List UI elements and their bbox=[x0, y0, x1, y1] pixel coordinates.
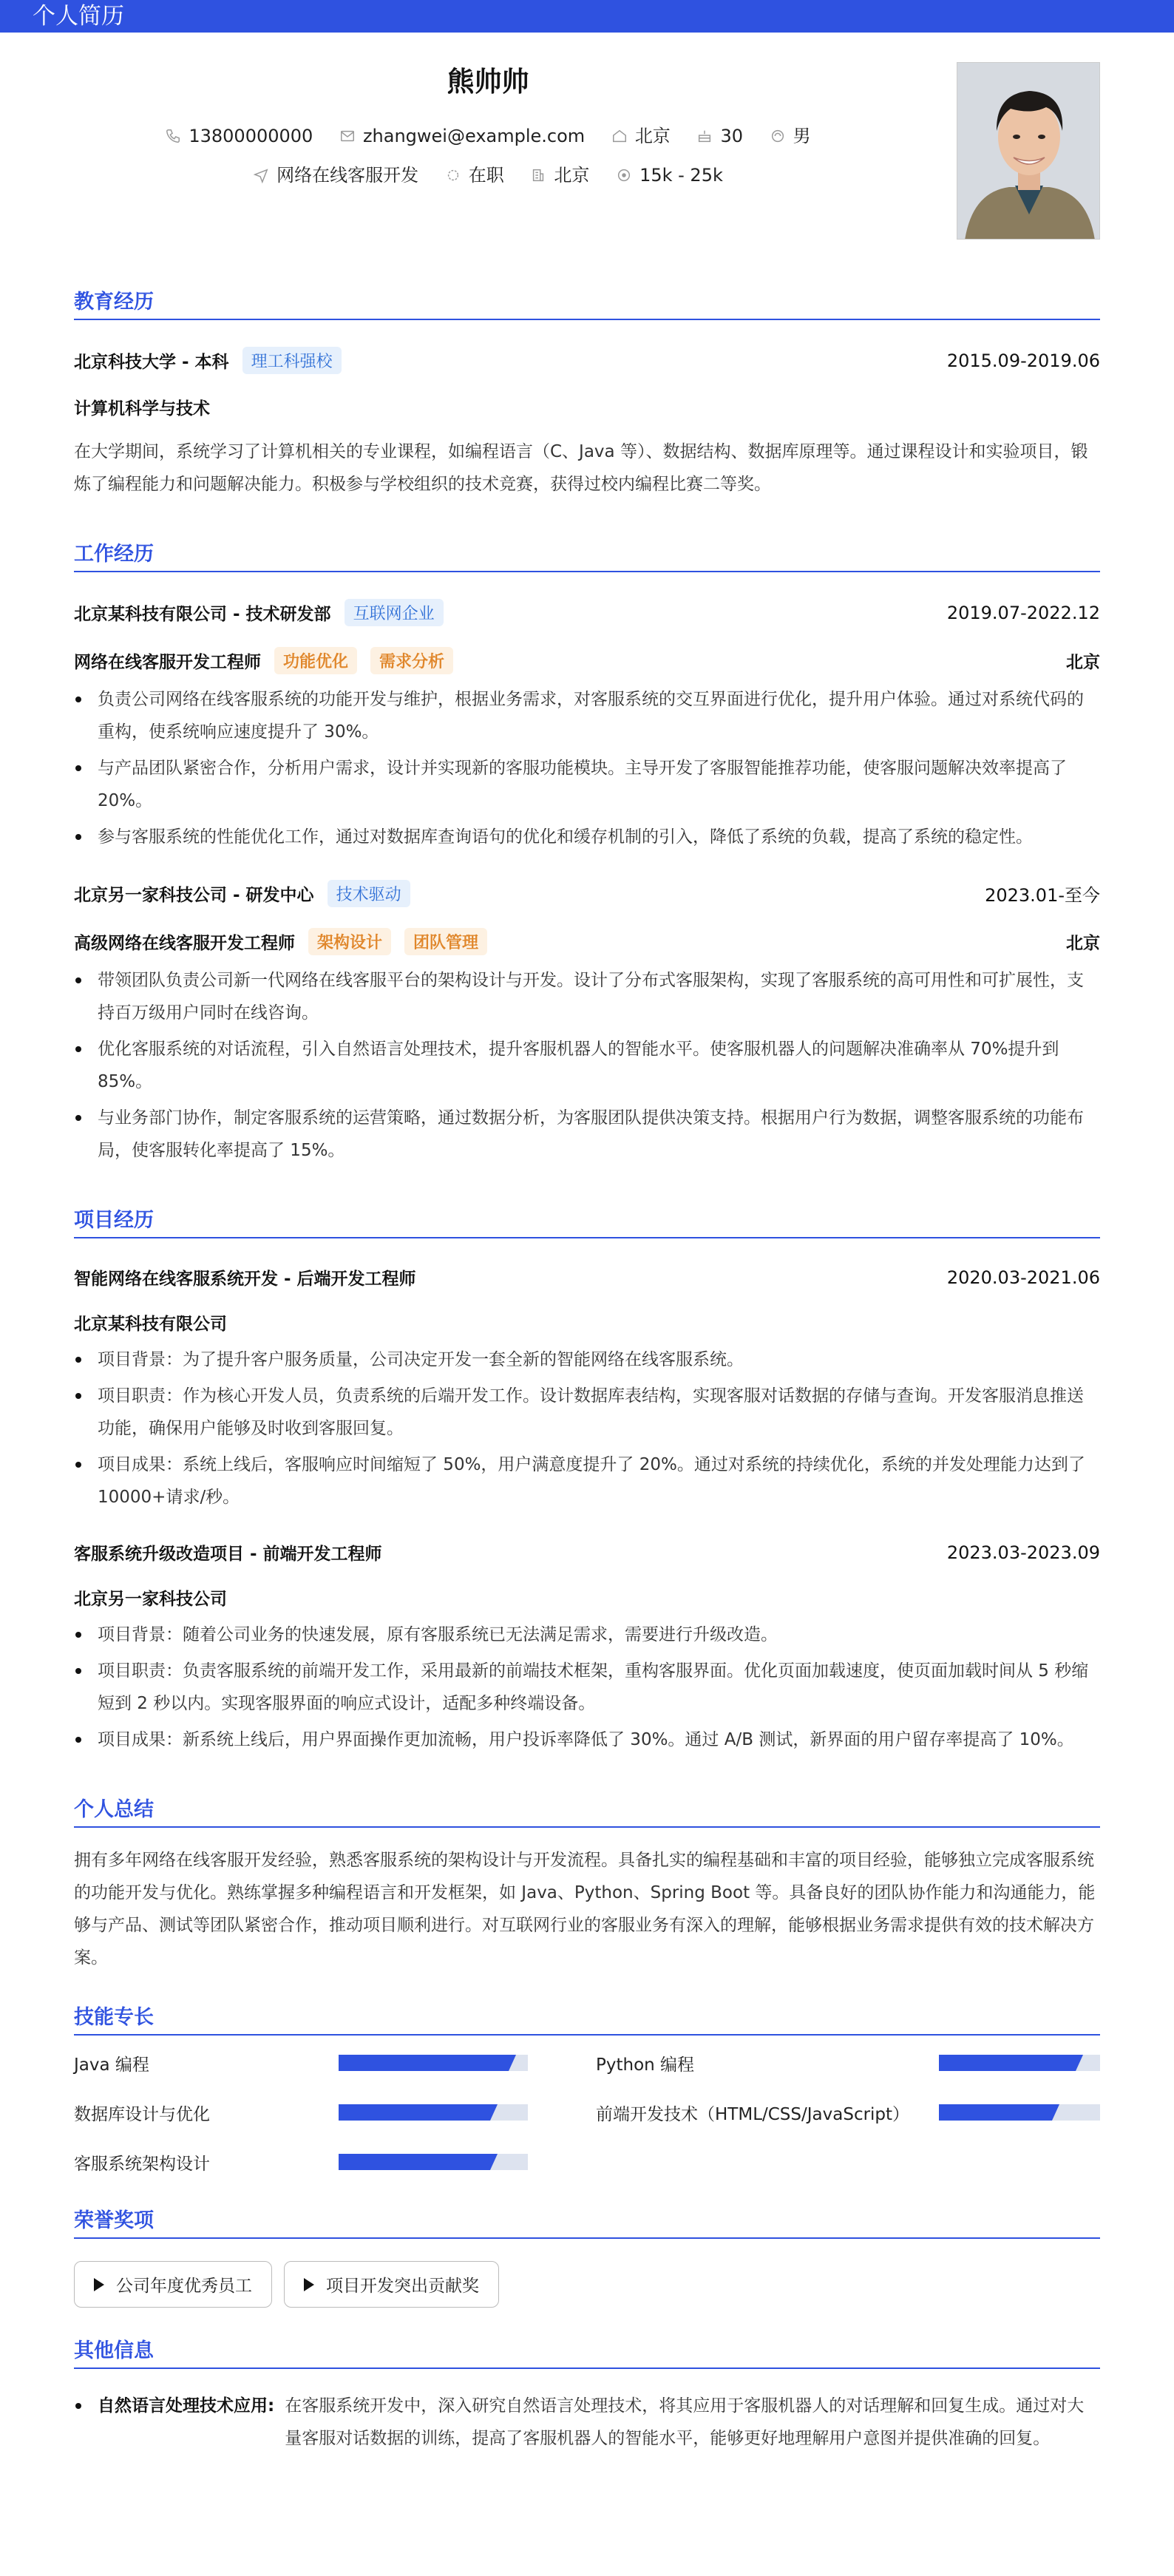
skill-name: 客服系统架构设计 bbox=[74, 2154, 210, 2174]
mail-icon bbox=[339, 128, 356, 144]
education-header-row bbox=[74, 347, 1100, 374]
project-entry bbox=[74, 1265, 1100, 1514]
salary-value: 15k - 25k bbox=[639, 165, 723, 186]
project-date: 2023.03-2023.09 bbox=[946, 1542, 1100, 1563]
skill-item bbox=[596, 2103, 1100, 2122]
list-item: 参与客服系统的性能优化工作，通过对数据库查询语句的优化和缓存机制的引入，降低了系统的负载，提高了系统的稳定性。 bbox=[74, 821, 1100, 853]
age-value: 30 bbox=[720, 126, 743, 146]
skill-bar bbox=[939, 2104, 1100, 2121]
home-icon bbox=[611, 128, 628, 144]
list-item: 项目成果：系统上线后，客服响应时间缩短了 50%，用户满意度提升了 20%。通过对系统的持续优化，系统的并发处理能力达到了 10000+请求/秒。 bbox=[74, 1448, 1100, 1514]
job-target-value: 网络在线客服开发 bbox=[276, 165, 419, 186]
bullet-icon bbox=[74, 2390, 98, 2455]
position-tag: 架构设计 bbox=[308, 928, 391, 955]
award-chip bbox=[74, 2261, 272, 2308]
cake-icon bbox=[696, 128, 713, 144]
skill-bar-fill bbox=[339, 2154, 490, 2170]
education-description: 在大学期间，系统学习了计算机相关的专业课程，如编程语言（C、Java 等）、数据结构、数据库原理等。通过课程设计和实验项目，锻炼了编程能力和问题解决能力。积极参与学校组织的技术竞赛，获得过校内编程比赛二等奖。 bbox=[74, 442, 1088, 494]
company-name: 北京另一家科技公司 - 研发中心 bbox=[74, 886, 314, 905]
skill-bar bbox=[339, 2104, 528, 2121]
job-intent-row bbox=[74, 160, 902, 186]
skill-item bbox=[74, 2053, 596, 2075]
project-company: 北京某科技有限公司 bbox=[74, 1315, 227, 1334]
award-label: 项目开发突出贡献奖 bbox=[326, 2277, 479, 2296]
work-date: 2023.01-至今 bbox=[985, 885, 1100, 906]
other-info-text: 在客服系统开发中，深入研究自然语言处理技术，将其应用于客服机器人的对话理解和回复生成。通过对大量客服对话数据的训练，提高了客服机器人的智能水平，能够更好地理解用户意图并提供准确的回复。 bbox=[285, 2396, 1085, 2448]
section-title-skills: 技能专长 bbox=[74, 2001, 1100, 2036]
project-company-row bbox=[74, 1585, 1100, 1610]
send-icon bbox=[253, 167, 269, 183]
project-company-row bbox=[74, 1310, 1100, 1335]
resume-header-bar bbox=[0, 0, 1174, 33]
list-item: 与业务部门协作，制定客服系统的运营策略，通过数据分析，为客服团队提供决策支持。根据用户行为数据，调整客服系统的功能布局，使客服转化率提高了 15%。 bbox=[74, 1102, 1100, 1167]
target-city-item bbox=[530, 160, 589, 186]
play-icon bbox=[304, 2278, 314, 2291]
position-tag: 功能优化 bbox=[274, 647, 357, 674]
work-date: 2019.07-2022.12 bbox=[946, 602, 1100, 623]
list-item: 优化客服系统的对话流程，引入自然语言处理技术，提升客服机器人的智能水平。使客服机器人的问题解决准确率从 70%提升到 85%。 bbox=[74, 1033, 1100, 1098]
education-date: 2015.09-2019.06 bbox=[946, 350, 1100, 371]
skill-name: 前端开发技术（HTML/CSS/JavaScript） bbox=[596, 2104, 910, 2124]
status-item bbox=[445, 160, 504, 186]
work-bullets bbox=[74, 964, 1100, 1167]
profile-header bbox=[74, 33, 1100, 254]
target-city-value: 北京 bbox=[554, 165, 590, 186]
position-title: 高级网络在线客服开发工程师 bbox=[74, 934, 295, 953]
list-item: 项目背景：为了提升客户服务质量，公司决定开发一套全新的智能网络在线客服系统。 bbox=[74, 1343, 1100, 1376]
gender-icon bbox=[770, 128, 786, 144]
skill-item bbox=[74, 2103, 596, 2122]
list-item: 与产品团队紧密合作，分析用户需求，设计并实现新的客服功能模块。主导开发了客服智能推荐功能，使客服问题解决效率提高了 20%。 bbox=[74, 752, 1100, 817]
skill-bar-fill bbox=[339, 2104, 490, 2121]
email-value: zhangwei@example.com bbox=[362, 126, 586, 146]
skill-item bbox=[74, 2152, 596, 2172]
section-title-summary: 个人总结 bbox=[74, 1793, 1100, 1828]
skill-bar bbox=[339, 2154, 528, 2170]
list-item: 带领团队负责公司新一代网络在线客服平台的架构设计与开发。设计了分布式客服架构，实现了客服系统的高可用性和可扩展性，支持百万级用户同时在线咨询。 bbox=[74, 964, 1100, 1029]
position-title: 网络在线客服开发工程师 bbox=[74, 653, 261, 672]
skill-bar-fill bbox=[939, 2104, 1052, 2121]
job-target-item bbox=[253, 160, 418, 186]
phone-item bbox=[165, 126, 313, 146]
resume-title: 个人简历 bbox=[33, 3, 124, 30]
gender-item bbox=[770, 121, 811, 147]
salary-icon bbox=[616, 167, 632, 183]
location-item bbox=[611, 121, 671, 147]
work-entry bbox=[74, 599, 1100, 853]
skill-bar bbox=[339, 2055, 528, 2071]
award-label: 公司年度优秀员工 bbox=[116, 2277, 252, 2296]
gender-value: 男 bbox=[793, 126, 811, 146]
age-item bbox=[696, 126, 743, 146]
skill-bar bbox=[939, 2055, 1100, 2071]
building-icon bbox=[530, 167, 546, 183]
position-tag: 团队管理 bbox=[404, 928, 487, 955]
awards-list bbox=[74, 2261, 1100, 2308]
section-title-other: 其他信息 bbox=[74, 2334, 1100, 2369]
company-name: 北京某科技有限公司 - 技术研发部 bbox=[74, 605, 331, 624]
major: 计算机科学与技术 bbox=[74, 399, 210, 418]
project-entry bbox=[74, 1540, 1100, 1756]
project-company: 北京另一家科技公司 bbox=[74, 1590, 227, 1609]
skill-name: 数据库设计与优化 bbox=[74, 2104, 210, 2124]
skills-grid bbox=[74, 2053, 1100, 2172]
list-item: 负责公司网络在线客服系统的功能开发与维护，根据业务需求，对客服系统的交互界面进行优化，提升用户体验。通过对系统代码的重构，使系统响应速度提升了 30%。 bbox=[74, 683, 1100, 748]
list-item: 项目背景：随着公司业务的快速发展，原有客服系统已无法满足需求，需要进行升级改造。 bbox=[74, 1619, 1100, 1651]
company-tag: 技术驱动 bbox=[328, 880, 410, 907]
position-row bbox=[74, 928, 1100, 955]
project-bullets bbox=[74, 1619, 1100, 1756]
status-icon bbox=[445, 167, 461, 183]
location-value: 北京 bbox=[634, 126, 671, 146]
list-item: 项目职责：作为核心开发人员，负责系统的后端开发工作。设计数据库表结构，实现客服对话数据的存储与查询。开发客服消息推送功能，确保用户能够及时收到客服回复。 bbox=[74, 1380, 1100, 1445]
resume-page bbox=[74, 33, 1100, 2455]
phone-value: 13800000000 bbox=[189, 126, 313, 146]
profile-photo bbox=[957, 62, 1100, 240]
position-tag: 需求分析 bbox=[370, 647, 453, 674]
education-entry bbox=[74, 347, 1100, 501]
project-date: 2020.03-2021.06 bbox=[946, 1267, 1100, 1288]
email-item bbox=[339, 126, 585, 146]
project-header-row bbox=[74, 1265, 1100, 1289]
project-title: 客服系统升级改造项目 - 前端开发工程师 bbox=[74, 1545, 382, 1564]
salary-item bbox=[616, 165, 723, 186]
section-title-education: 教育经历 bbox=[74, 285, 1100, 320]
skill-item bbox=[596, 2053, 1100, 2075]
work-header-row bbox=[74, 599, 1100, 626]
section-title-awards: 荣誉奖项 bbox=[74, 2204, 1100, 2239]
project-title: 智能网络在线客服系统开发 - 后端开发工程师 bbox=[74, 1270, 416, 1289]
contact-row bbox=[74, 121, 902, 147]
skill-name: Python 编程 bbox=[596, 2055, 695, 2075]
other-info-label: 自然语言处理技术应用: bbox=[98, 2396, 275, 2416]
status-value: 在职 bbox=[468, 165, 504, 186]
school-tag: 理工科强校 bbox=[242, 347, 342, 374]
list-item: 项目成果：新系统上线后，用户界面操作更加流畅，用户投诉率降低了 30%。通过 A/B 测试，新界面的用户留存率提高了 10%。 bbox=[74, 1723, 1100, 1756]
major-row bbox=[74, 395, 1100, 419]
position-row bbox=[74, 647, 1100, 674]
skill-bar-fill bbox=[339, 2055, 509, 2071]
work-city: 北京 bbox=[1066, 653, 1100, 672]
work-city: 北京 bbox=[1066, 934, 1100, 953]
phone-icon bbox=[165, 128, 181, 144]
school-name: 北京科技大学 - 本科 bbox=[74, 353, 229, 372]
other-info-item bbox=[74, 2390, 1100, 2455]
award-chip bbox=[284, 2261, 499, 2308]
section-title-projects: 项目经历 bbox=[74, 1204, 1100, 1238]
section-title-work: 工作经历 bbox=[74, 538, 1100, 572]
play-icon bbox=[94, 2278, 104, 2291]
work-entry bbox=[74, 880, 1100, 1167]
avatar-portrait bbox=[957, 63, 1100, 240]
project-header-row bbox=[74, 1540, 1100, 1565]
work-header-row bbox=[74, 880, 1100, 907]
company-tag: 互联网企业 bbox=[345, 599, 444, 626]
project-bullets bbox=[74, 1343, 1100, 1514]
candidate-name: 熊帅帅 bbox=[447, 66, 529, 98]
list-item: 项目职责：负责客服系统的前端开发工作，采用最新的前端技术框架，重构客服界面。优化页面加载速度，使页面加载时间从 5 秒缩短到 2 秒以内。实现客服界面的响应式设计，适配多种终端设备。 bbox=[74, 1655, 1100, 1720]
summary-text: 拥有多年网络在线客服开发经验，熟悉客服系统的架构设计与开发流程。具备扎实的编程基础和丰富的项目经验，能够独立完成客服系统的功能开发与优化。熟练掌握多种编程语言和开发框架，如 Java、Python、Spring Boot 等。具备良好的团队协作能力和沟通能力，能够与产品、测试等团队紧密合作，推动项目顺利进行。对互联网行业的客服业务有深入的理解，能够根据业务需求提供有效的技术解决方案。 bbox=[74, 1851, 1096, 1967]
skill-name: Java 编程 bbox=[74, 2055, 149, 2075]
skill-bar-fill bbox=[939, 2055, 1076, 2071]
work-bullets bbox=[74, 683, 1100, 853]
